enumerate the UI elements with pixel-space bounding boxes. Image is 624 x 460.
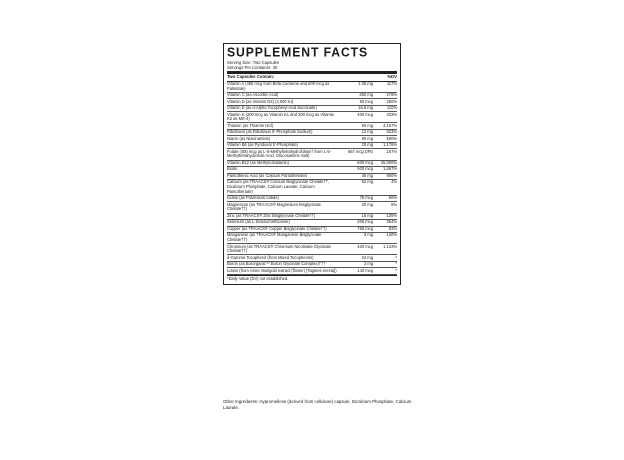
nutrient-amount: 15 mg [361, 212, 373, 218]
nutrient-amount: 500 mcg [357, 166, 373, 172]
nutrient-amount: 20 mg [361, 142, 373, 148]
other-ingredients: Other Ingredients: Hypromellose (derived from cellulose) capsule, Dicalcium Phosphate, Calcium Laurate. [223, 399, 412, 411]
nutrient-amount: 75 mcg [359, 195, 373, 201]
nutrient-name: Vitamin D (as Vitamin D3) (2,000 IU) [227, 98, 294, 104]
nutrient-dv: 130% [386, 232, 397, 238]
nutrient-amount: 140 mcg [357, 267, 373, 273]
nutrient-name: Folate (400 mcg as L-5-Methyltetrahydrofolate† from L-5-Methyltetrahydrofolic Acid, Glucosamine Salt) [227, 148, 331, 159]
nutrient-name: Copper (as TRAACS® Copper Bisglycinate Chelate††) [227, 225, 327, 231]
nutrient-dv: 4% [391, 179, 397, 185]
nutrient-dv: 900% [386, 172, 397, 178]
table-row [227, 180, 397, 196]
nutrient-dv: 50% [388, 195, 397, 201]
nutrient-name: Iodine (as Potassium Iodide) [227, 195, 279, 201]
nutrient-dv: 250% [386, 98, 397, 104]
nutrient-amount: 20 mg [361, 201, 373, 207]
nutrient-amount: 400 mcg [357, 111, 373, 117]
nutrient-amount: 1.05 mg [358, 81, 373, 86]
servings-per-container: Servings Per Container: 30 [227, 65, 278, 71]
nutrient-dv: * [395, 254, 397, 260]
nutrient-name: Magnesium (as TRAACS® Magnesium Bisglycinate Chelate††) [227, 201, 321, 212]
nutrient-table [227, 82, 397, 275]
nutrient-dv: 278% [386, 92, 397, 98]
nutrient-dv: 4,167% [383, 122, 397, 128]
nutrient-dv: 117% [386, 81, 397, 86]
serving-size: Serving Size: Two Capsules [227, 60, 280, 65]
nutrient-amount: 45 mg [361, 172, 373, 178]
nutrient-name: Vitamin B6 (as Pyridoxal 5'-Phosphate) [227, 142, 299, 148]
nutrient-amount: 50 mcg [359, 98, 373, 104]
nutrient-name: Chromium (as TRAACS® Chromium Nicotinate Glycinate Chelate††) [227, 243, 331, 254]
nutrient-name: Boron (as Bororganic™ Boron Glycinate Complex)††† [227, 261, 326, 267]
nutrient-amount: 52 mg [361, 179, 373, 185]
table-row [227, 112, 397, 123]
nutrient-amount: 250 mg [359, 92, 373, 98]
table-row [227, 244, 397, 255]
nutrient-name: Selenium (as L-Selenomethionine) [227, 219, 290, 225]
nutrient-amount: 50 mg [361, 122, 373, 128]
table-row [227, 202, 397, 213]
footnote: *Daily Value (DV) not established. [227, 275, 397, 282]
nutrient-name: d-Gamma Tocopherol (from Mixed Tocopherols) [227, 254, 314, 260]
nutrient-amount: 600 mcg [357, 159, 373, 165]
nutrient-amount: 667 mcg DFE [347, 148, 373, 154]
nutrient-amount: 24 mg [361, 254, 373, 260]
nutrient-name: Vitamin B12 (as Methylcobalamin) [227, 159, 290, 165]
nutrient-amount: 16.5 mg [358, 105, 373, 111]
nutrient-name: Vitamin A (450 mcg from Beta Carotene and 600 mcg as Palmitate) [227, 81, 330, 91]
nutrient-amount: 200 mcg [357, 219, 373, 225]
nutrient-name: Vitamin K (200 mcg as Vitamin K1 and 200 mcg as Vitamin K2 as MK-4) [227, 111, 334, 122]
nutrient-name: Zinc (as TRAACS® Zinc Bisglycinate Chelate††) [227, 212, 316, 218]
nutrient-amount: 750 mcg [357, 225, 373, 231]
nutrient-dv: * [395, 267, 397, 273]
nutrient-name: Niacin (as Niacinamide) [227, 135, 271, 141]
nutrient-name: Pantothenic Acid (as Calcium Pantothenate) [227, 172, 308, 178]
nutrient-amount: 12 mg [361, 129, 373, 135]
nutrient-dv: 500% [386, 135, 397, 141]
nutrient-name: Vitamin E (as d-Alpha Tocopheryl Acid Succinate) [227, 105, 317, 111]
nutrient-dv: 136% [386, 212, 397, 218]
nutrient-dv: 1,176% [383, 142, 397, 148]
nutrient-name: Thiamin (as Thiamin HCl) [227, 122, 274, 128]
nutrient-name: Vitamin C (as Ascorbic Acid) [227, 92, 279, 98]
nutrient-name: Riboflavin (as Riboflavin 5'-Phosphate Sodium) [227, 129, 313, 135]
header-contents: Two Capsules Contain: [227, 74, 275, 80]
nutrient-amount: 3 mg [363, 232, 373, 238]
nutrient-dv: 1,143% [383, 243, 397, 249]
table-row [227, 149, 397, 160]
header-dv: %DV [387, 74, 397, 80]
nutrient-dv: 110% [386, 105, 397, 111]
nutrient-amount: 400 mcg [357, 243, 373, 249]
nutrient-dv: * [395, 261, 397, 267]
nutrient-dv: 1,667% [383, 166, 397, 172]
nutrient-dv: 923% [386, 129, 397, 135]
nutrient-dv: 333% [386, 111, 397, 117]
nutrient-dv: 167% [386, 148, 397, 154]
nutrient-name: Manganese (as TRAACS® Manganese Bisglycinate Chelate††) [227, 232, 322, 243]
nutrient-dv: 5% [391, 201, 397, 207]
nutrient-dv: 25,000% [380, 159, 397, 165]
nutrient-name: Biotin [227, 166, 238, 172]
table-row [227, 82, 397, 93]
supplement-facts-panel [223, 43, 401, 285]
nutrient-name: Calcium (as TRAACS® Calcium Bisglycinate Chelate††, Dicalcium Phosphate, Calcium Laurate, Calcium Pantothenate) [227, 179, 330, 194]
nutrient-amount: 80 mg [361, 135, 373, 141]
panel-title: SUPPLEMENT FACTS [227, 44, 369, 60]
nutrient-amount: 2 mg [363, 261, 373, 267]
nutrient-dv: 364% [386, 219, 397, 225]
table-row [227, 233, 397, 244]
nutrient-name: Lutein (from Aztec Marigold extract (flower) [Tagetes erecta]) [227, 267, 337, 273]
nutrient-dv: 83% [388, 225, 397, 231]
